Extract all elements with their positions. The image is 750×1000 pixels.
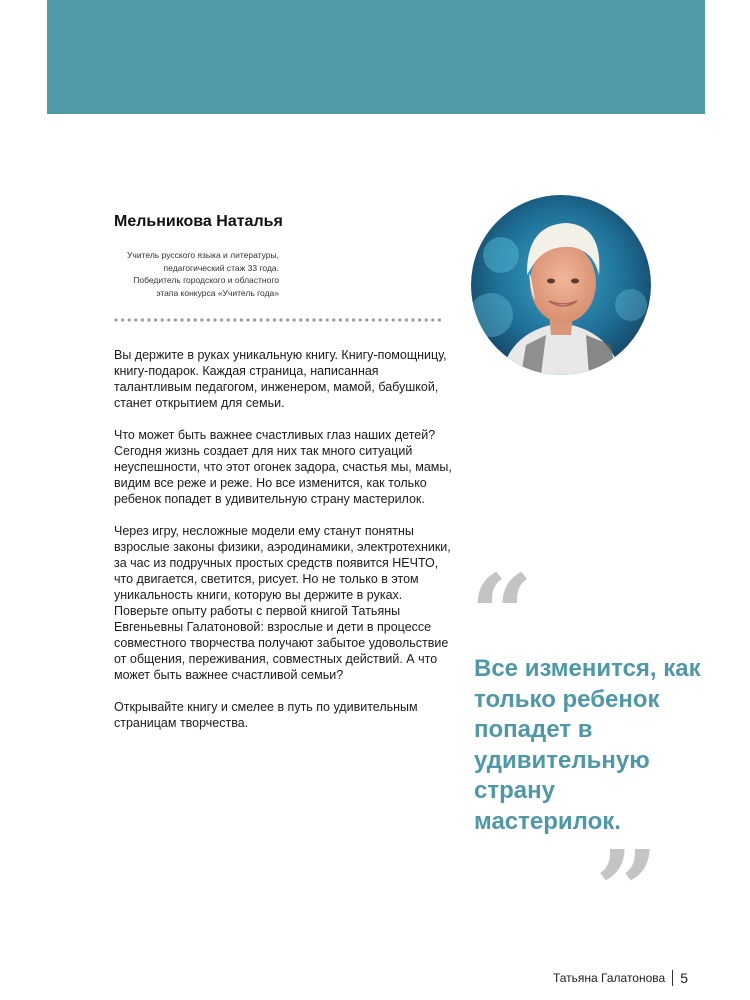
author-name: Мельникова Наталья xyxy=(114,213,283,230)
footer-separator xyxy=(672,970,673,986)
open-quote-mark: “ xyxy=(470,550,534,679)
author-bio-line: Учитель русского языка и литературы, xyxy=(127,250,279,260)
author-photo xyxy=(471,195,651,375)
pull-quote: Все изменится, как только ребенок попадет в удивительную страну мастерилок. xyxy=(474,655,701,835)
author-bio-line: этапа конкурса «Учитель года» xyxy=(156,287,279,298)
author-bio-line: Победитель городского и областного xyxy=(133,275,279,285)
author-bio xyxy=(114,249,279,299)
author-bio-line: педагогический стаж 33 года. xyxy=(163,262,279,273)
paragraph: Что может быть важнее счастливых глаз наших детей? xyxy=(114,428,436,442)
paragraph: Открывайте книгу и смелее в путь по удивительным страницам творчества. xyxy=(114,700,418,730)
article-body xyxy=(114,347,459,747)
paragraph: Сегодня жизнь создает для них так много ситуаций неуспешности, что этот огонек задора, счастья мы, мамы, видим все реже и реже. Но все изменится, как только ребенок попадет в удивительную страну мастерилок. xyxy=(114,444,452,506)
footer-author: Татьяна Галатонова xyxy=(552,971,666,985)
header-color-band xyxy=(47,0,705,114)
paragraph: Через игру, несложные модели ему станут понятны взрослые законы физики, аэродинамики, электротехники, за час из подручных простых средств появится НЕЧТО, что двигается, светится, рисует. Но не только в этом уникальность книги, которую вы держите в руках. Поверьте опыту работы с первой книгой Татьяны Евгеньевны Галатоновой: взрослые и дети в процессе совместного творчества получают забытое удовольствие от общения, переживания, совместных действий. А что может быть важнее счастливой семьи? xyxy=(114,524,451,682)
paragraph: Вы держите в руках уникальную книгу. Книгу-помощницу, книгу-подарок. Каждая страница, написанная талантливым педагогом, инженером, мамой, бабушкой, станет открытием для семьи. xyxy=(114,348,447,410)
dotted-divider xyxy=(114,318,444,322)
page-footer xyxy=(553,970,688,986)
page-number: 5 xyxy=(680,970,688,986)
close-quote-mark: ” xyxy=(595,826,659,955)
